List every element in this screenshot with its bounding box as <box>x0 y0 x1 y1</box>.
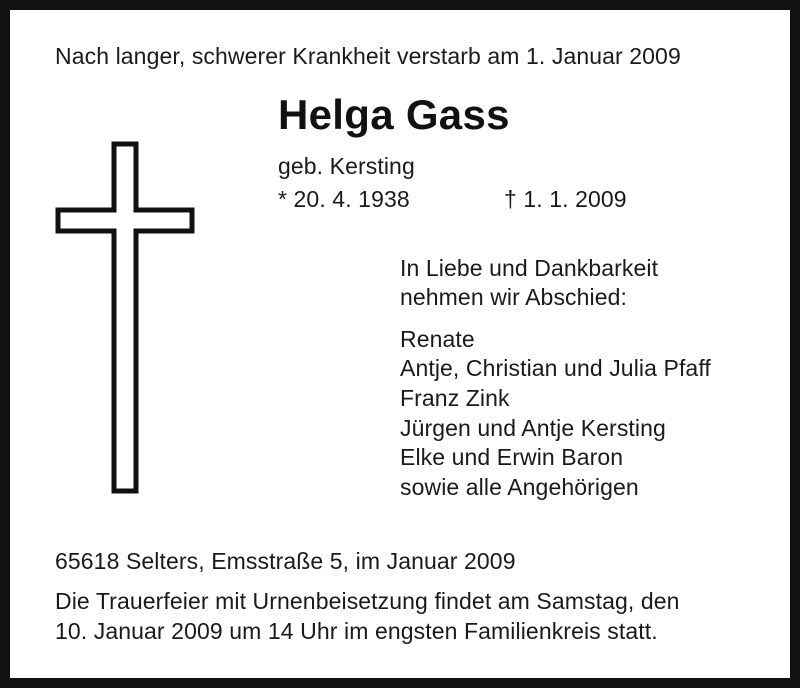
deceased-name: Helga Gass <box>278 91 510 138</box>
ceremony-line-2: 10. Januar 2009 um 14 Uhr im engsten Familienkreis statt. <box>55 618 658 644</box>
death-date: † 1. 1. 2009 <box>504 186 627 212</box>
farewell-line-2: nehmen wir Abschied: <box>400 284 628 310</box>
birth-date: * 20. 4. 1938 <box>278 186 410 212</box>
mourner-item: Antje, Christian und Julia Pfaff <box>400 355 711 381</box>
mourner-item: Renate <box>400 326 475 352</box>
ceremony-line-1: Die Trauerfeier mit Urnenbeisetzung findet am Samstag, den <box>55 588 680 614</box>
mourner-item: sowie alle Angehörigen <box>400 474 639 500</box>
announcement-text: Nach langer, schwerer Krankheit verstarb am 1. Januar 2009 <box>55 43 681 69</box>
farewell-line-1: In Liebe und Dankbarkeit <box>400 255 659 281</box>
mourner-item: Elke und Erwin Baron <box>400 444 624 470</box>
mourner-item: Jürgen und Antje Kersting <box>400 415 666 441</box>
cross-icon <box>54 140 198 496</box>
maiden-name: geb. Kersting <box>278 153 415 179</box>
mourner-item: Franz Zink <box>400 385 510 411</box>
address-line: 65618 Selters, Emsstraße 5, im Januar 2009 <box>55 548 516 574</box>
